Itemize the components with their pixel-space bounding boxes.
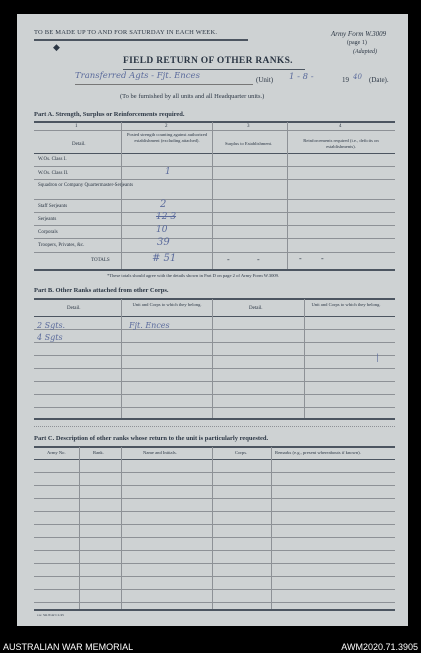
rule-line [34,355,395,356]
b-col-unit-corps-2: Unit and Corps to which they belong. [311,302,381,307]
value-staff-serjeants: 2 [160,199,167,210]
totals-reinf-dash: - [299,254,302,263]
archive-name: AUSTRALIAN WAR MEMORIAL [3,642,134,652]
rule-line [34,179,395,180]
rule-line [34,225,395,226]
totals-surplus-dash-2: - [257,255,260,264]
c-col-rank: Rank. [93,450,104,455]
rule-line [34,407,395,408]
date-label: (Date). [369,76,389,84]
part-a-note: *These totals should agree with the details shown in Part D on page 2 of Army Form W.3009. [107,273,280,278]
c-col-corps: Corps. [235,450,248,455]
form-sheet [17,14,408,626]
rule-line [34,394,395,395]
c-col-name: Name and Initials. [143,450,177,455]
bullet-mark: ◆ [53,42,60,52]
rule-line [34,511,395,512]
b-entry-2-detail: 4 Sgts [37,333,63,342]
value-wo-class-2: 1 [165,167,171,177]
rule-line [34,485,395,486]
rule-line [34,550,395,551]
b-entry-1-unit: Fjt. Ences [129,321,170,330]
rule-line [34,381,395,382]
value-totals: # 51 [152,253,177,264]
form-title: FIELD RETURN OF OTHER RANKS. [123,56,293,66]
totals-reinf-dash-2: - [321,254,324,263]
value-serjeants: 12 3 [156,212,177,222]
b-col-unit-corps-1: Unit and Corps to which they belong. [132,302,202,307]
b-col-detail-2: Detail. [249,306,263,311]
value-troopers: 39 [157,237,170,248]
rule-line [34,602,395,603]
archive-footer [0,626,421,653]
row-wo-class-2: W.Os. Class II. [38,171,69,176]
c-col-army-no: Army No. [47,450,66,455]
value-corporals: 10 [156,225,168,235]
row-sqmstr-serjeants: Squadron or Company Quartermaster-Serjeants [38,183,134,188]
rule-line [34,563,395,564]
form-number: Army Form W.3009 [331,30,387,38]
instruction: (To be furnished by all units and all Headquarter units.) [120,93,265,100]
rule-line [34,472,395,473]
weekly-notice: TO BE MADE UP TO AND FOR SATURDAY IN EACH WEEK. [34,29,218,36]
b-col-detail-1: Detail. [67,306,81,311]
rule-line [34,212,395,213]
row-serjeants: Serjeants [38,217,57,222]
totals-surplus-dash: - [227,255,230,264]
col-posted-strength-header: Posted strength counting against authorized establishment (excluding attached). [126,132,208,143]
rule-line [34,329,395,330]
row-troopers-privates: Troopers, Privates, &c. [38,243,85,248]
row-totals: TOTALS [91,258,110,263]
col-num-3: 3 [247,124,250,129]
form-adapted: (Adapted) [353,49,377,55]
part-c-title: Part C. Description of other ranks whose return to the unit is particularly requested. [34,435,269,442]
rule-line [34,524,395,525]
year-prefix: 19 [342,76,349,84]
form-page: (page 1) [347,40,367,46]
col-num-1: 1 [75,124,78,129]
year-handwritten: 40 [353,73,362,81]
rule-line [34,166,395,167]
rule-line [34,238,395,239]
part-a-title: Part A. Strength, Surplus or Reinforcements required. [34,111,185,118]
unit-label: (Unit) [256,76,274,84]
col-num-4: 4 [339,124,342,129]
rule-line [34,252,395,253]
col-detail-header: Detail. [72,142,86,147]
rule-line [34,342,395,343]
row-corporals: Corporals [38,230,58,235]
rule-line [34,199,395,200]
rule-line [34,589,395,590]
rule-line [34,368,395,369]
col-reinforcements-header: Reinforcements required (i.e., deficits on establishments). [303,138,379,149]
rule-line [34,576,395,577]
print-code: r.w. 5m 8/42 C1/45 [37,613,64,617]
rule-line [34,498,395,499]
col-surplus-header: Surplus to Establishment. [225,141,273,146]
archive-ref: AWM2020.71.3905 [341,642,418,652]
unit-handwritten: Transferred Agts - Fjt. Ences [75,71,200,81]
b-entry-1-detail: 2 Sgts. [37,321,66,330]
c-col-remarks: Remarks (e.g., present whereabouts if known). [275,450,361,455]
b-stray-mark: | [376,353,379,362]
part-b-title: Part B. Other Ranks attached from other Corps. [34,287,169,294]
rule-line [34,537,395,538]
row-wo-class-1: W.Os. Class I. [38,157,67,162]
col-num-2: 2 [165,124,168,129]
date-handwritten: 1 - 8 - [289,72,314,82]
row-staff-serjeants: Staff Serjeants [38,204,68,209]
